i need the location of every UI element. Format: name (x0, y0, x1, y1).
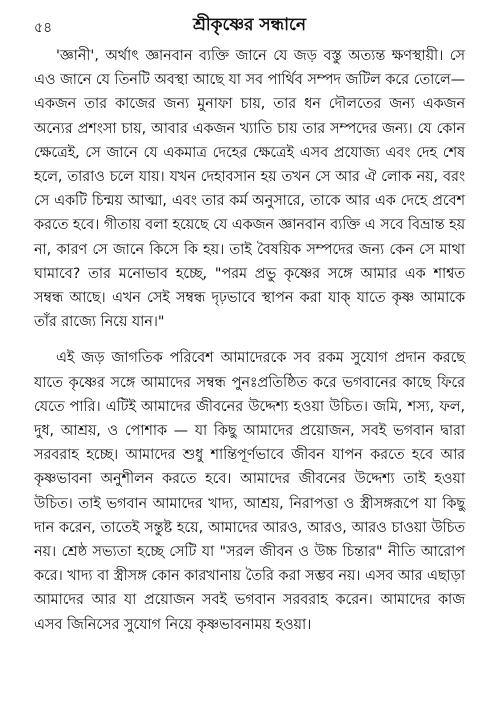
page-number: ৫৪ (34, 20, 53, 36)
body-paragraph: 'জ্ঞানী', অর্থাৎ জ্ঞানবান ব্যক্তি জানে যে জড় বস্তু অত্যন্ত ক্ষণস্থায়ী। সে এও জানে যে তিনটি অবস্থা আছে যা সব পার্থিব সম্পদ জটিল করে তোলে—একজন তার কাজের জন্য মুনাফা চায়, তার ধন দৌলতের জন্য একজন অন্যের প্রশংসা চায়, আবার একজন খ্যাতি চায় তার সম্পদের জন্য। যে কোন ক্ষেত্রেই, সে জানে যে একমাত্র দেহের ক্ষেত্রেই এসব প্রযোজ্য এবং দেহ শেষ হলে, তারাও চলে যায়। যখন দেহাবসান হয় তখন সে আর ঐ লোক নয়, বরং সে একটি চিন্ময় আত্মা, এবং তার কর্ম অনুসারে, তাকে আর এক দেহে প্রবেশ করতে হবে। গীতায় বলা হয়েছে যে একজন জ্ঞানবান ব্যক্তি এ সবে বিভ্রান্ত হয় না, কারণ সে জানে কিসে কি হয়। তাই বৈষয়িক সম্পদের জন্য কেন সে মাথা ঘামাবে? তার মনোভাব হচ্ছে, "পরম প্রভু কৃষ্ণের সঙ্গে আমার এক শাশ্বত সম্বন্ধ আছে। এখন সেই সম্বন্ধ দৃঢ়ভাবে স্থাপন করা যাক্‌ যাতে কৃষ্ণ আমাকে তাঁর রাজ্যে নিয়ে যান।" (34, 48, 465, 331)
page-header (34, 10, 465, 34)
running-head: শ্রীকৃষ্ণের সন্ধানে (192, 15, 307, 35)
body-paragraph: এই জড় জাগতিক পরিবেশ আমাদেরকে সব রকম সুযোগ প্রদান করছে যাতে কৃষ্ণের সঙ্গে আমাদের সম্বন্ধ পুনঃপ্রতিষ্ঠিত করে ভগবানের কাছে ফিরে যেতে পারি। এটিই আমাদের জীবনের উদ্দেশ্য হওয়া উচিত। জমি, শস্য, ফল, দুধ, আশ্রয়, ও পোশাক — যা কিছু আমাদের প্রয়োজন, সবই ভগবান দ্বারা সরবরাহ হচ্ছে। আমাদের শুধু শান্তিপূর্ণভাবে জীবন যাপন করতে হবে আর কৃষ্ণভাবনা অনুশীলন করতে হবে। আমাদের জীবনের উদ্দেশ্য তাই হওয়া উচিত। তাই ভগবান আমাদের খাদ্য, আশ্রয়, নিরাপত্তা ও স্ত্রীসঙ্গরূপে যা কিছু দান করেন, তাতেই সন্তুষ্ট হয়ে, আমাদের আরও, আরও, আরও চাওয়া উচিত নয়। শ্রেষ্ঠ সভ্যতা হচ্ছে সেটি যা "সরল জীবন ও উচ্চ চিন্তার" নীতি আরোপ করে। খাদ্য বা স্ত্রীসঙ্গ কোন কারখানায় তৈরি করা সম্ভব নয়। এসব আর এছাড়া আমাদের আর যা প্রয়োজন সবই ভগবান সরবরাহ করেন। আমাদের কাজ এসব জিনিসের সুযোগ নিয়ে কৃষ্ণভাবনাময় হওয়া। (34, 350, 465, 633)
